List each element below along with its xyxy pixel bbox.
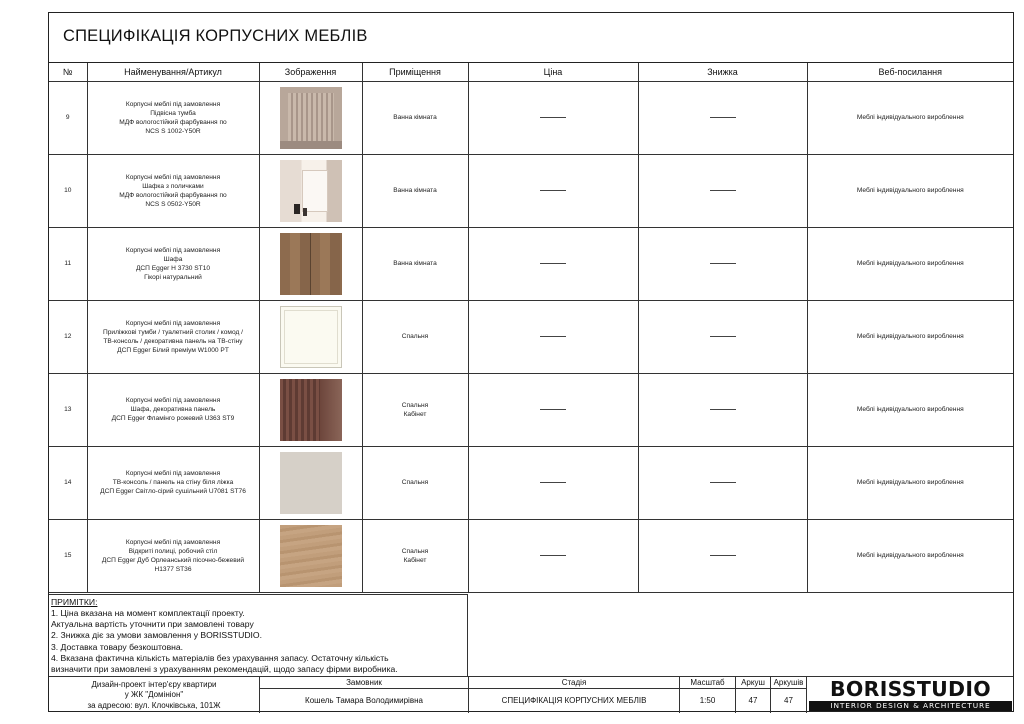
borisstudio-logo — [806, 677, 1013, 713]
grey-swatch — [280, 452, 342, 514]
dash-placeholder — [710, 482, 736, 483]
room-line: Спальня — [401, 547, 429, 555]
name-line: ДСП Egger Білий преміум W1000 PT — [117, 346, 229, 354]
row-name — [87, 446, 259, 519]
dash-placeholder — [710, 190, 736, 191]
name-line: МДФ вологостійкий фарбування по — [119, 191, 227, 199]
name-line: Приліжкові тумби / туалетний столик / комод / — [103, 328, 243, 336]
row-link: Меблі індивідуального вироблення — [807, 446, 1013, 519]
name-line: Шафка з поличками — [142, 182, 204, 190]
row-name — [87, 81, 259, 154]
row-number: 15 — [49, 519, 87, 592]
name-line: ТВ-консоль / декоративна панель на ТВ-стіну — [103, 337, 243, 345]
notes-lines — [51, 608, 467, 675]
header-num: № — [49, 63, 87, 81]
room-line: Ванна кімната — [393, 114, 437, 121]
row-room — [362, 446, 468, 519]
row-room — [362, 519, 468, 592]
note-line: 4. Вказана фактична кількість матеріалів без урахування запасу. Остаточну кількість — [51, 652, 389, 663]
room-line: Кабінет — [403, 410, 427, 418]
room-line: Ванна кімната — [393, 260, 437, 267]
name-line: Шафа — [163, 255, 183, 263]
header-name: Найменування/Артикул — [87, 63, 259, 81]
panels-swatch — [280, 87, 342, 149]
row-discount — [638, 373, 807, 446]
project-line: Дизайн-проект інтер'єру квартири — [91, 680, 217, 689]
row-name — [87, 227, 259, 300]
scale-label: Масштаб — [680, 677, 735, 689]
name-line: Корпусні меблі під замовлення — [125, 538, 221, 546]
white-swatch — [280, 306, 342, 368]
row-price — [468, 227, 638, 300]
dash-placeholder — [540, 263, 566, 264]
row-number: 14 — [49, 446, 87, 519]
row-image — [259, 154, 362, 227]
row-link: Меблі індивідуального вироблення — [807, 519, 1013, 592]
title-block — [49, 13, 1013, 63]
row-discount — [638, 81, 807, 154]
walnut-swatch — [280, 233, 342, 295]
dash-placeholder — [710, 409, 736, 410]
name-line: ДСП Egger Фламінго рожевий U363 ST9 — [111, 415, 235, 422]
header-room: Приміщення — [362, 63, 468, 81]
flamingo-swatch — [280, 379, 342, 441]
row-name — [87, 519, 259, 592]
row-link: Меблі індивідуального вироблення — [807, 81, 1013, 154]
table-row — [49, 154, 1013, 227]
row-price — [468, 446, 638, 519]
table-row — [49, 519, 1013, 592]
dash-placeholder — [540, 409, 566, 410]
header-price: Ціна — [468, 63, 638, 81]
name-line: NCS S 1002-Y50R — [145, 127, 201, 135]
row-discount — [638, 519, 807, 592]
scale-cell — [679, 677, 735, 713]
row-room — [362, 300, 468, 373]
row-link: Меблі індивідуального вироблення — [807, 227, 1013, 300]
stage-cell — [468, 677, 679, 713]
row-number: 13 — [49, 373, 87, 446]
row-discount — [638, 446, 807, 519]
table-row — [49, 81, 1013, 154]
row-image — [259, 227, 362, 300]
sheets-label: Аркушів — [771, 677, 806, 689]
row-price — [468, 519, 638, 592]
name-line: Відкриті полиці, робочий стіл — [128, 547, 218, 555]
name-line: Шафа, декоративна панель — [130, 406, 216, 413]
project-line: за адресою: вул. Клочківська, 101Ж — [87, 700, 221, 710]
row-link: Меблі індивідуального вироблення — [807, 373, 1013, 446]
table-row — [49, 300, 1013, 373]
name-line: Гікорі натуральний — [144, 273, 202, 281]
dash-placeholder — [710, 336, 736, 337]
note-line: 1. Ціна вказана на момент комплектації проекту. — [51, 608, 245, 618]
sheet-label: Аркуш — [736, 677, 770, 689]
table-row — [49, 446, 1013, 519]
header-discount: Знижка — [638, 63, 807, 81]
notes-block — [49, 594, 468, 676]
row-discount — [638, 154, 807, 227]
table-row — [49, 227, 1013, 300]
name-line: NCS S 0502-Y50R — [145, 200, 201, 208]
room-line: Спальня — [401, 479, 429, 486]
sheets-cell — [770, 677, 806, 713]
dash-placeholder — [710, 555, 736, 556]
room-line: Кабінет — [403, 556, 427, 564]
room-line: Спальня — [401, 401, 429, 409]
row-link: Меблі індивідуального вироблення — [807, 300, 1013, 373]
sheet-cell — [735, 677, 770, 713]
dash-placeholder — [710, 263, 736, 264]
note-line: визначити при замовлені з урахуванням рекомендацій, щодо запасу фірми виробника. — [51, 664, 398, 675]
header-image: Зображення — [259, 63, 362, 81]
specification-table — [49, 63, 1013, 593]
dash-placeholder — [710, 117, 736, 118]
row-name — [87, 373, 259, 446]
name-line: ДСП Egger Світло-сірий сушільний U7081 ST76 — [100, 488, 246, 495]
row-image — [259, 519, 362, 592]
stage-value: СПЕЦИФІКАЦІЯ КОРПУСНИХ МЕБЛІВ — [501, 696, 647, 705]
dash-placeholder — [540, 555, 566, 556]
row-number: 12 — [49, 300, 87, 373]
note-line: 2. Знижка діє за умови замовлення у BORISSTUDIO. — [51, 630, 262, 641]
name-line: Корпусні меблі під замовлення — [125, 246, 221, 254]
name-line: Підвісна тумба — [150, 109, 196, 117]
sheets-value: 47 — [784, 696, 793, 705]
project-description — [49, 677, 259, 713]
sheet-value: 47 — [748, 696, 758, 705]
name-line: ТВ-консоль / панель на стіну біля ліжка — [112, 479, 234, 486]
name-line: Корпусні меблі під замовлення — [125, 470, 221, 477]
customer-value: Кошель Тамара Володимирівна — [305, 696, 423, 705]
page-title: СПЕЦИФІКАЦІЯ КОРПУСНИХ МЕБЛІВ — [63, 27, 368, 45]
name-line: Корпусні меблі під замовлення — [125, 100, 221, 108]
table-header-row — [49, 63, 1013, 81]
stage-label: Стадія — [469, 677, 679, 689]
name-line: Корпусні меблі під замовлення — [125, 319, 221, 327]
row-number: 9 — [49, 81, 87, 154]
name-line: Корпусні меблі під замовлення — [125, 397, 221, 404]
row-name — [87, 154, 259, 227]
row-image — [259, 446, 362, 519]
dash-placeholder — [540, 190, 566, 191]
row-room — [362, 154, 468, 227]
name-line: H1377 ST36 — [154, 565, 192, 573]
row-price — [468, 373, 638, 446]
header-link: Веб-посилання — [807, 63, 1013, 81]
row-discount — [638, 227, 807, 300]
dash-placeholder — [540, 482, 566, 483]
notes-heading: ПРИМІТКИ: — [51, 597, 98, 607]
scale-value: 1:50 — [699, 696, 716, 705]
table-row — [49, 373, 1013, 446]
row-image — [259, 373, 362, 446]
row-price — [468, 300, 638, 373]
drawing-sheet — [48, 12, 1014, 712]
row-price — [468, 154, 638, 227]
logo-wordmark: BORISSTUDIO — [829, 677, 992, 701]
row-number: 10 — [49, 154, 87, 227]
row-room — [362, 227, 468, 300]
name-line: МДФ вологостійкий фарбування по — [119, 118, 227, 126]
customer-label: Замовник — [260, 677, 468, 689]
row-image — [259, 81, 362, 154]
dash-placeholder — [540, 117, 566, 118]
logo-tagline: INTERIOR DESIGN & ARCHITECTURE — [809, 701, 1012, 711]
dash-placeholder — [540, 336, 566, 337]
row-image — [259, 300, 362, 373]
room-swatch — [280, 160, 342, 222]
row-price — [468, 81, 638, 154]
row-link: Меблі індивідуального вироблення — [807, 154, 1013, 227]
row-name — [87, 300, 259, 373]
project-line: у ЖК "Домініон" — [124, 690, 184, 700]
oak-swatch — [280, 525, 342, 587]
title-stamp — [49, 676, 1013, 712]
note-line: Актуальна вартість уточнити при замовлені товару — [51, 619, 254, 630]
name-line: Корпусні меблі під замовлення — [125, 173, 221, 181]
room-line: Ванна кімната — [393, 187, 437, 194]
room-line: Спальня — [401, 333, 429, 340]
row-number: 11 — [49, 227, 87, 300]
row-room — [362, 373, 468, 446]
row-room — [362, 81, 468, 154]
customer-cell — [259, 677, 468, 713]
note-line: 3. Доставка товару безкоштовна. — [51, 641, 184, 652]
table-body — [49, 81, 1013, 592]
name-line: ДСП Egger Дуб Орлеанський пісочно-бежевий — [101, 556, 245, 564]
name-line: ДСП Egger H 3730 ST10 — [135, 264, 211, 272]
row-discount — [638, 300, 807, 373]
